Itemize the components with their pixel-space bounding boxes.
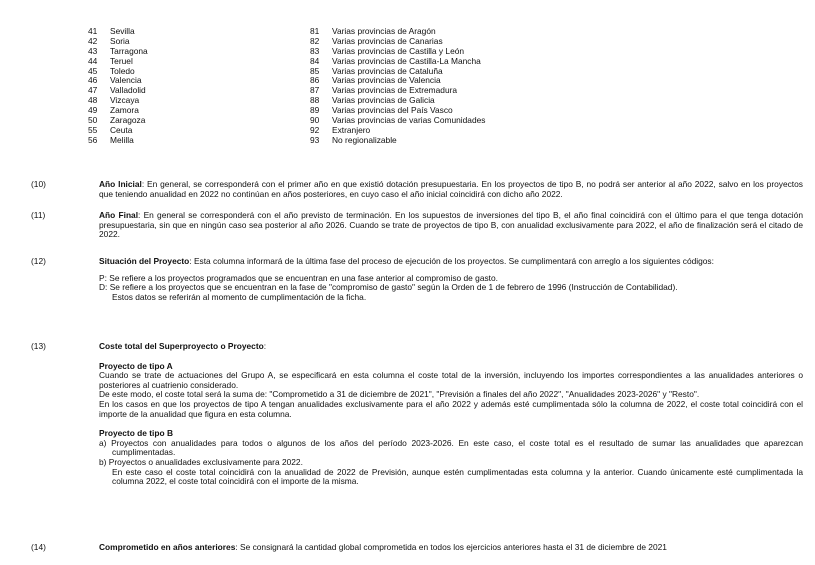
section-number: (11)	[31, 210, 46, 220]
code-number: 93	[310, 134, 320, 145]
code-number: 82	[310, 35, 320, 46]
code-number: 88	[310, 95, 320, 106]
type-a-text-1: Cuando se trate de actuaciones del Grupo A, se especificará en esta columna el coste total de la inversión, incluyendo los importes correspondientes a las anualidades anteriores o posteriores al cuatrienio considerado.	[99, 370, 803, 390]
code-number: 47	[88, 85, 98, 96]
code-label: Valladolid	[110, 85, 146, 96]
code-number: 85	[310, 65, 320, 76]
code-row	[88, 136, 708, 146]
code-number: 42	[88, 35, 98, 46]
section-text: : En general, se corresponderá con el primer año en que existió dotación presupuestaria. En los proyectos de tipo B, no podrá ser anterior al año 2022, salvo en los proyectos que teniendo anualidad en 2022 no continúan en años posteriores, en cuyo caso el año inicial coincidirá con dicho año 2022.	[99, 179, 803, 199]
section-text: : Se consignará la cantidad global comprometida en todos los ejercicios anteriores hasta el 31 de diciembre de 2021	[235, 542, 667, 552]
section-number: (13)	[31, 341, 46, 351]
code-label: Soria	[110, 35, 130, 46]
code-number: 41	[88, 26, 98, 36]
code-number: 86	[310, 75, 320, 86]
code-label: Varias provincias de Valencia	[332, 75, 441, 86]
code-label: Varias provincias de Aragón	[332, 26, 436, 36]
code-number: 48	[88, 95, 98, 106]
type-b-item-b: b) Proyectos o anualidades exclusivamente para 2022.	[99, 456, 303, 467]
code-number: 84	[310, 55, 320, 66]
section-title: Situación del Proyecto	[99, 256, 190, 266]
code-label: Varias provincias de Extremadura	[332, 85, 458, 96]
code-label: Varias provincias de Cataluña	[332, 65, 443, 76]
section-title: Coste total del Superproyecto o Proyecto	[99, 341, 264, 351]
code-number: 50	[88, 115, 98, 126]
section-number: (10)	[31, 179, 46, 189]
section-number: (14)	[31, 542, 46, 552]
code-number: 56	[88, 134, 98, 145]
code-label: Zaragoza	[110, 115, 146, 126]
code-label: Varias provincias del País Vasco	[332, 105, 453, 116]
section-title: Año Final	[99, 210, 139, 220]
code-number: 87	[310, 85, 320, 96]
section-title: Año Inicial	[99, 179, 142, 189]
code-p: P: Se refiere a los proyectos programados que se encuentran en una fase anterior al compromiso de gasto.	[99, 272, 498, 283]
code-number: 81	[310, 26, 320, 36]
code-label: Zamora	[110, 105, 139, 116]
code-label: Varias provincias de Galicia	[332, 95, 435, 106]
type-b-item-a: a) Proyectos con anualidades para todos o algunos de los años del período 2023-2026. En este caso, el coste total es el resultado de sumar las anualidades que aparezcan cumplimentadas.	[99, 437, 803, 458]
code-label: Sevilla	[110, 26, 135, 36]
code-number: 83	[310, 45, 320, 56]
code-label: Valencia	[110, 75, 142, 86]
code-number: 92	[310, 124, 320, 135]
section-title: Comprometido en años anteriores	[99, 542, 236, 552]
code-d-note: Estos datos se referirán al momento de cumplimentación de la ficha.	[112, 291, 367, 302]
code-label: Varias provincias de Castilla y León	[332, 45, 465, 56]
code-label: Varias provincias de Castilla-La Mancha	[332, 55, 481, 66]
code-number: 55	[88, 124, 98, 135]
code-number: 45	[88, 65, 98, 76]
code-row	[88, 116, 708, 126]
code-label: Varias provincias de Canarias	[332, 35, 443, 46]
code-number: 46	[88, 75, 98, 86]
province-code-list	[88, 27, 708, 146]
code-label: Vizcaya	[110, 95, 140, 106]
type-a-text-3: En los casos en que los proyectos de tipo A tengan anualidades exclusivamente para el año 2022 y además esté cumplimentada sólo la columna de 2022, el coste total coincidirá con el importe de la anualidad que figura en esta columna.	[99, 398, 803, 419]
code-label: Tarragona	[110, 45, 148, 56]
code-label: Toledo	[110, 65, 135, 76]
code-label: Extranjero	[332, 124, 371, 135]
type-b-heading: Proyecto de tipo B	[99, 428, 173, 439]
type-a-text-2: De este modo, el coste total será la suma de: "Comprometido a 31 de diciembre de 2021", "Previsión a finales del año 2022", "Anualidades 2023-2026" y "Resto".	[99, 389, 700, 400]
type-a-heading: Proyecto de tipo A	[99, 360, 173, 371]
section-text: : Esta columna informará de la última fase del proceso de ejecución de los proyectos. Se cumplimentará con arreglo a los siguientes códigos:	[189, 256, 714, 266]
code-number: 44	[88, 55, 98, 66]
code-row	[88, 126, 708, 136]
code-number: 43	[88, 45, 98, 56]
code-label: Ceuta	[110, 124, 133, 135]
code-number: 49	[88, 105, 98, 116]
code-label: Teruel	[110, 55, 133, 66]
code-d: D: Se refiere a los proyectos que se encuentran en la fase de "compromiso de gasto" según la Orden de 1 de febrero de 1996 (Instrucción de Contabilidad).	[99, 282, 678, 293]
code-number: 90	[310, 115, 320, 126]
code-number: 89	[310, 105, 320, 116]
code-label: Varias provincias de varias Comunidades	[332, 115, 486, 126]
code-label: No regionalizable	[332, 134, 397, 145]
section-number: (12)	[31, 256, 46, 266]
section-text: : En general se corresponderá con el año previsto de terminación. En los supuestos de inversiones del tipo B, el año final coincidirá con el último para el que tenga dotación presupuestaria, sin que en ningún caso sea posterior al año 2026. Cuando se trate de proyectos de tipo B, con anualidad exclusivamente para 2022, el año de finalización será el citado de 2022.	[99, 210, 803, 240]
code-label: Melilla	[110, 134, 134, 145]
type-b-item-b-text: En este caso el coste total coincidirá con la anualidad de 2022 de Previsión, aunque estén cumplimentadas esta columna y la anterior. Cuando únicamente esté cumplimentada la columna 2022, el coste total coincidirá con el importe de la misma.	[112, 466, 803, 487]
